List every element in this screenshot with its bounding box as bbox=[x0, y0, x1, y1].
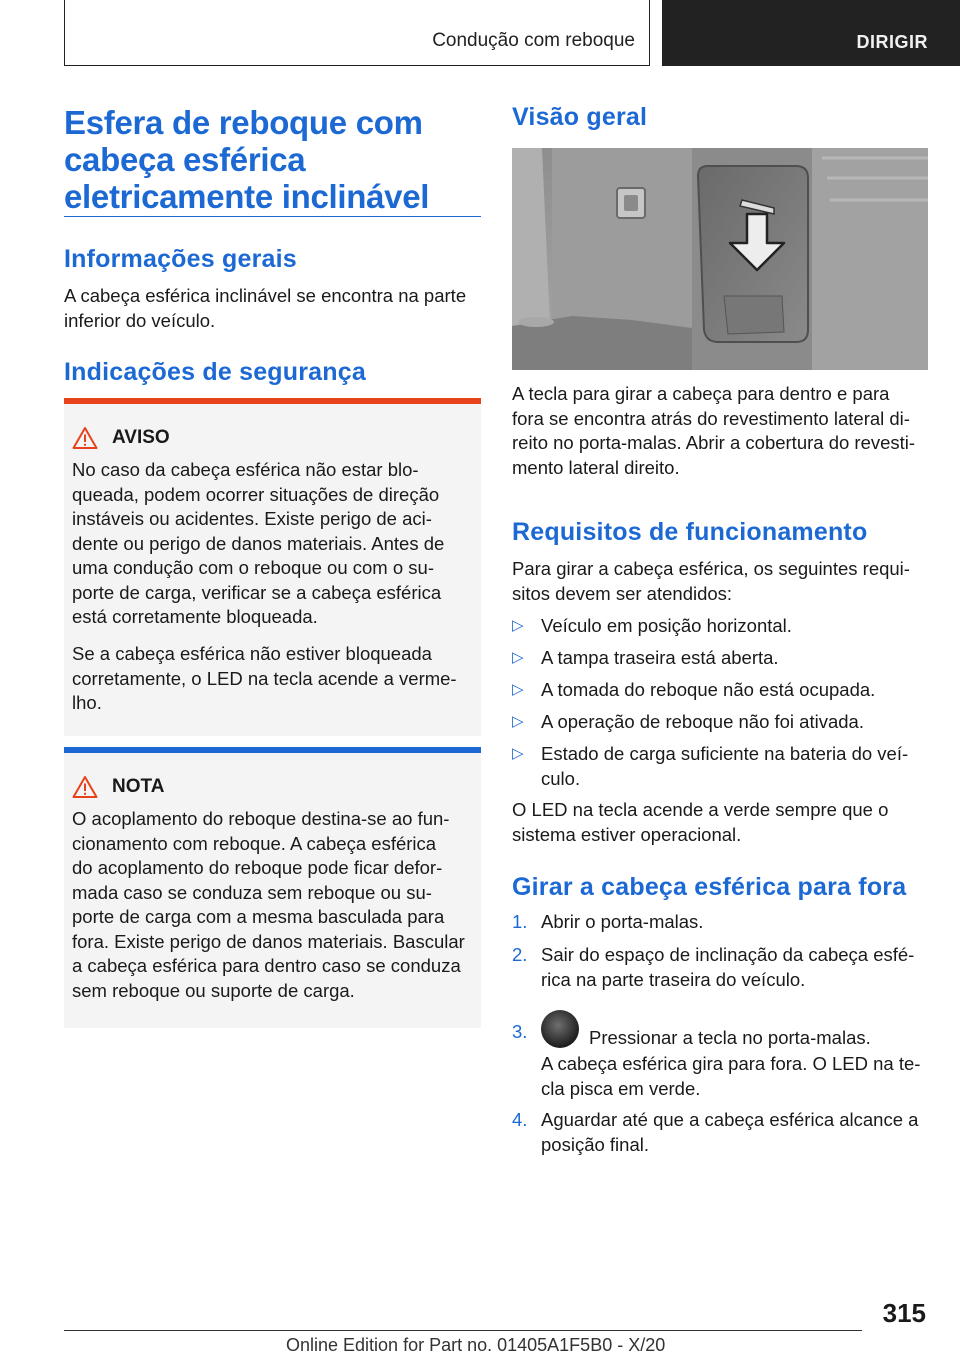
title-line: Esfera de reboque com bbox=[64, 104, 423, 141]
text-line: sitos devem ser atendidos: bbox=[512, 582, 733, 604]
title-rule bbox=[64, 216, 481, 217]
text-line: a cabeça esférica para dentro caso se conduza bbox=[72, 955, 461, 976]
header-section-frame bbox=[64, 0, 650, 66]
text-line: mada caso se conduza sem reboque ou su- bbox=[72, 881, 432, 903]
warning-triangle-icon bbox=[72, 426, 98, 450]
overview-caption bbox=[512, 382, 932, 480]
warning-box bbox=[64, 398, 481, 736]
step-number: 4. bbox=[512, 1109, 528, 1130]
text-line: posição final. bbox=[541, 1133, 649, 1155]
step-number: 1. bbox=[512, 911, 528, 932]
requirement-text: A operação de reboque não foi ativada. bbox=[541, 711, 864, 732]
tow-hitch-button-icon bbox=[541, 1010, 579, 1048]
warning-header bbox=[72, 426, 170, 450]
page-number: 315 bbox=[882, 1298, 926, 1328]
trunk-side-panel-illustration bbox=[512, 148, 928, 370]
text-line: rica na parte traseira do veículo. bbox=[541, 968, 806, 990]
header-chapter-tab bbox=[662, 0, 960, 66]
steps-heading: Girar a cabeça esférica para fora bbox=[512, 873, 907, 901]
info-text bbox=[64, 284, 484, 333]
text-line: instáveis ou acidentes. Existe perigo de aci- bbox=[72, 508, 432, 529]
text-line: dente ou perigo de danos materiais. Antes de bbox=[72, 532, 445, 554]
warning-label: AVISO bbox=[112, 427, 170, 448]
step-text bbox=[541, 1108, 929, 1157]
step-number: 3. bbox=[512, 1021, 528, 1042]
requirement-text: A tampa traseira está aberta. bbox=[541, 647, 779, 668]
footer-rule bbox=[64, 1330, 862, 1331]
text-line: fora se encontra atrás do revestimento lateral di- bbox=[512, 407, 910, 429]
requirement-text: A tomada do reboque não está ocupada. bbox=[541, 679, 876, 700]
header-section-title: Condução com reboque bbox=[432, 30, 635, 51]
triangle-bullet-icon: ▷ bbox=[512, 745, 524, 762]
trunk-photo bbox=[512, 148, 928, 370]
text-line: porte de carga com a mesma basculada para bbox=[72, 906, 445, 927]
requirements-outro bbox=[512, 798, 932, 847]
step-text bbox=[541, 943, 929, 992]
text-line: A cabeça esférica inclinável se encontra na parte bbox=[64, 285, 467, 306]
note-box bbox=[64, 747, 481, 1028]
warning-text-1 bbox=[72, 458, 472, 630]
step-line: Pressionar a tecla no porta-malas. bbox=[589, 1026, 871, 1048]
text-line: corretamente, o LED na tecla acende a verme- bbox=[72, 667, 457, 689]
warning-bar bbox=[64, 398, 481, 404]
triangle-bullet-icon: ▷ bbox=[512, 649, 524, 666]
text-line: fora. Existe perigo de danos materiais. Bascular bbox=[72, 930, 465, 952]
safety-heading: Indicações de segurança bbox=[64, 358, 366, 386]
text-line: cla pisca em verde. bbox=[541, 1077, 701, 1099]
step-text: Abrir o porta-malas. bbox=[541, 911, 704, 932]
text-line: Estado de carga suficiente na bateria do veí- bbox=[541, 743, 909, 764]
text-line: Para girar a cabeça esférica, os seguintes requi- bbox=[512, 558, 910, 579]
note-label: NOTA bbox=[112, 776, 165, 797]
text-line: Se a cabeça esférica não estiver bloqueada bbox=[72, 643, 432, 664]
triangle-bullet-icon: ▷ bbox=[512, 617, 524, 634]
text-line: A cabeça esférica gira para fora. O LED na te- bbox=[541, 1053, 921, 1074]
text-line: No caso da cabeça esférica não estar blo- bbox=[72, 459, 419, 480]
text-line: está corretamente bloqueada. bbox=[72, 606, 318, 627]
text-line: sistema estiver operacional. bbox=[512, 823, 742, 845]
step-number: 2. bbox=[512, 944, 528, 965]
text-line: inferior do veículo. bbox=[64, 309, 216, 331]
triangle-bullet-icon: ▷ bbox=[512, 713, 524, 730]
text-line: Aguardar até que a cabeça esférica alcance a bbox=[541, 1109, 919, 1130]
text-line: sem reboque ou suporte de carga. bbox=[72, 979, 355, 1001]
footer-edition: Online Edition for Part no. 01405A1F5B0 - X/20 bbox=[286, 1335, 666, 1355]
text-line: cionamento com reboque. A cabeça esférica bbox=[72, 832, 437, 854]
text-line: porte de carga, verificar se a cabeça esférica bbox=[72, 581, 442, 603]
text-line: uma condução com o reboque ou com o su- bbox=[72, 557, 434, 578]
text-line: O LED na tecla acende a verde sempre que o bbox=[512, 799, 889, 820]
text-line: culo. bbox=[541, 767, 581, 789]
header-chapter-title: DIRIGIR bbox=[856, 32, 928, 52]
note-bar bbox=[64, 747, 481, 753]
text-line: Sair do espaço de inclinação da cabeça esfé- bbox=[541, 944, 915, 965]
note-header bbox=[72, 775, 164, 799]
info-heading: Informações gerais bbox=[64, 245, 297, 273]
requirement-text: Veículo em posição horizontal. bbox=[541, 615, 792, 636]
requirements-intro bbox=[512, 557, 932, 606]
text-line: O acoplamento do reboque destina-se ao fun- bbox=[72, 808, 450, 829]
triangle-bullet-icon: ▷ bbox=[512, 681, 524, 698]
text-line: queada, podem ocorrer situações de direção bbox=[72, 483, 440, 505]
text-line: A tecla para girar a cabeça para dentro e para bbox=[512, 383, 890, 404]
text-line: reito no porta-malas. Abrir a cobertura do revesti- bbox=[512, 432, 916, 453]
text-line: mento lateral direito. bbox=[512, 456, 680, 478]
requirements-heading: Requisitos de funcionamento bbox=[512, 518, 868, 546]
title-line: cabeça esférica bbox=[64, 141, 306, 178]
warning-text-2 bbox=[72, 642, 472, 716]
warning-triangle-icon bbox=[72, 775, 98, 799]
text-line: lho. bbox=[72, 692, 102, 713]
step-sub bbox=[541, 1052, 929, 1101]
page-title bbox=[64, 104, 484, 215]
title-line: eletricamente inclinável bbox=[64, 178, 430, 215]
overview-heading: Visão geral bbox=[512, 103, 648, 131]
text-line: do acoplamento do reboque pode ficar defor- bbox=[72, 857, 443, 878]
note-text bbox=[72, 807, 472, 1003]
requirement-text bbox=[541, 742, 929, 791]
